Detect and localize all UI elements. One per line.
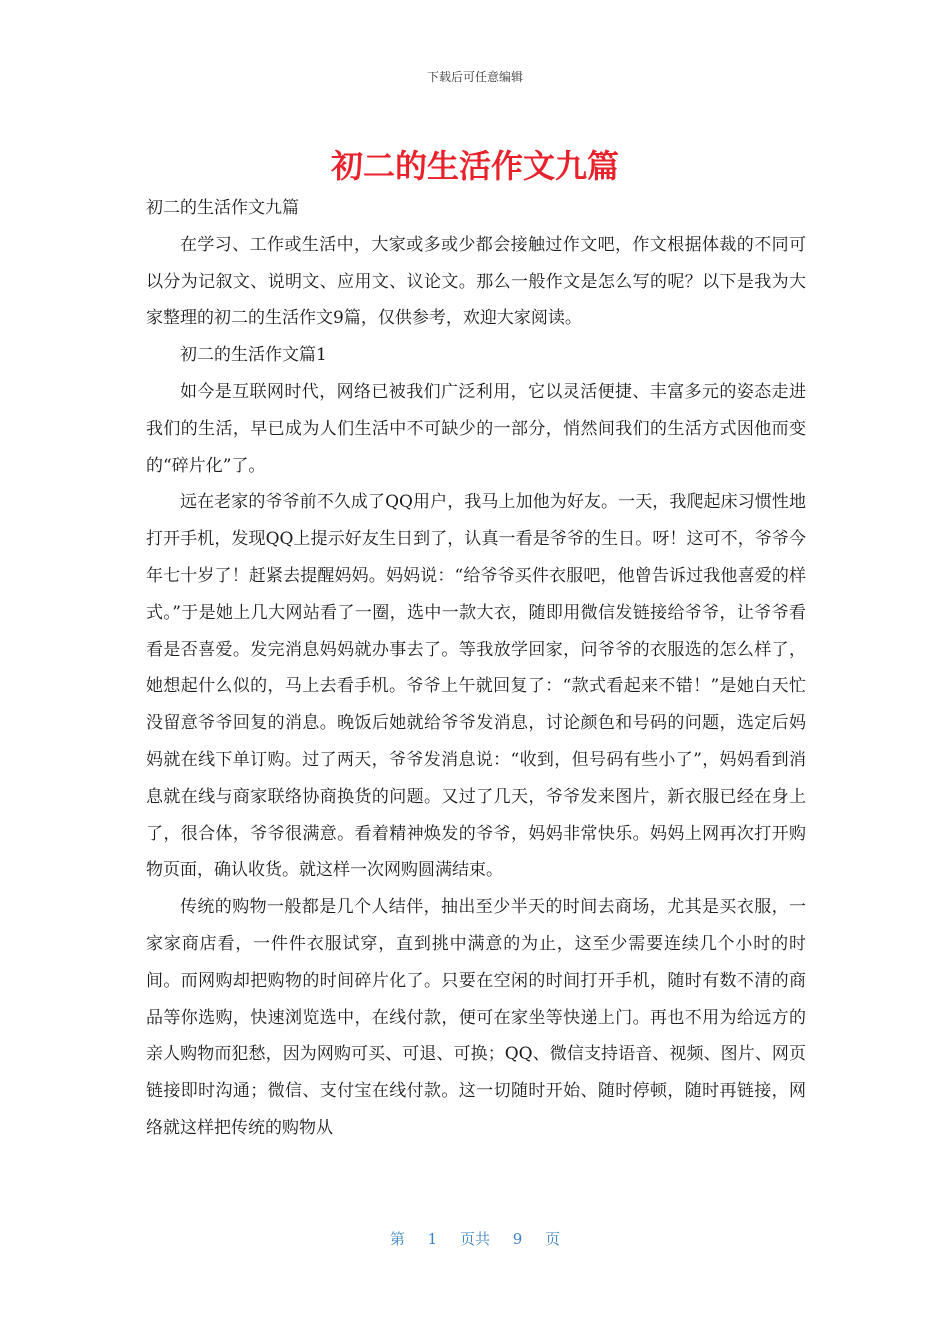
paragraph: 远在老家的爷爷前不久成了QQ用户，我马上加他为好友。一天，我爬起床习惯性地打开手机，发现QQ上提示好友生日到了，认真一看是爷爷的生日。呀！这可不，爷爷今年七十岁了！赶紧去提醒妈妈。妈妈说：“给爷爷买件衣服吧，他曾告诉过我他喜爱的样式。”于是她上几大网站看了一圈，选中一款大衣，随即用微信发链接给爷爷，让爷爷看看是否喜爱。发完消息妈妈就办事去了。等我放学回家，问爷爷的衣服选的怎么样了，她想起什么似的，马上去看手机。爷爷上午就回复了：“款式看起来不错！”是她白天忙没留意爷爷回复的消息。晚饭后她就给爷爷发消息，讨论颜色和号码的问题，选定后妈妈就在线下单订购。过了两天，爷爷发消息说：“收到，但号码有些小了”，妈妈看到消息就在线与商家联络协商换货的问题。又过了几天，爷爷发来图片，新衣服已经在身上了，很合体，爷爷很满意。看着精神焕发的爷爷，妈妈非常快乐。妈妈上网再次打开购物页面，确认收货。就这样一次网购圆满结束。: [146, 492, 806, 881]
document-body: [146, 190, 806, 1147]
page-current: 1: [427, 1230, 438, 1248]
page-label-middle: 页共: [459, 1230, 490, 1248]
page-label-suffix: 页: [545, 1230, 561, 1248]
paragraph-intro: 在学习、工作或生活中，大家或多或少都会接触过作文吧，作文根据体裁的不同可以分为记叙文、说明文、应用文、议论文。那么一般作文是怎么写的呢？以下是我为大家整理的初二的生活作文9篇，仅供参考，欢迎大家阅读。: [146, 234, 806, 329]
page-label-prefix: 第: [389, 1230, 405, 1248]
paragraph: 如今是互联网时代，网络已被我们广泛利用，它以灵活便捷、丰富多元的姿态走进我们的生活，早已成为人们生活中不可缺少的一部分，悄然间我们的生活方式因他而变的“碎片化”了。: [146, 381, 806, 476]
paragraph: 传统的购物一般都是几个人结伴，抽出至少半天的时间去商场，尤其是买衣服，一家家商店看，一件件衣服试穿，直到挑中满意的为止，这至少需要连续几个小时的时间。而网购却把购物的时间碎片化了。只要在空闲的时间打开手机，随时有数不清的商品等你选购，快速浏览选中，在线付款，便可在家坐等快递上门。再也不用为给远方的亲人购物而犯愁，因为网购可买、可退、可换；QQ、微信支持语音、视频、图片、网页链接即时沟通；微信、支付宝在线付款。这一切随时开始、随时停顿，随时再链接，网络就这样把传统的购物从: [146, 897, 806, 1138]
document-title: 初二的生活作文九篇: [330, 147, 619, 185]
page-total: 9: [512, 1230, 523, 1248]
document-subtitle: 初二的生活作文九篇: [146, 198, 299, 218]
page-footer: [0, 1228, 950, 1249]
section-heading-essay-1: 初二的生活作文篇1: [180, 345, 327, 366]
header-note: 下载后可任意编辑: [426, 70, 523, 84]
